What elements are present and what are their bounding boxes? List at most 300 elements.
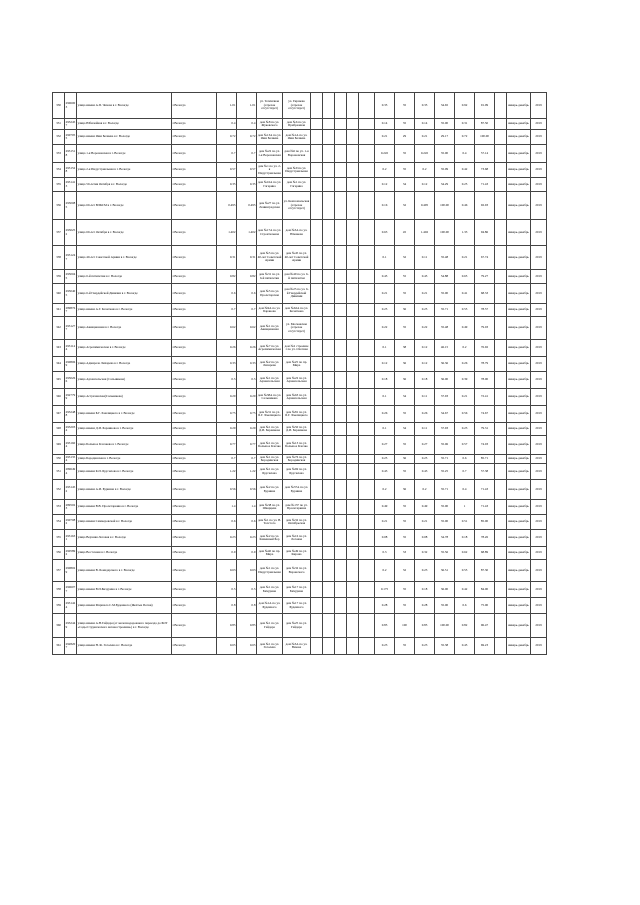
cell-cost — [495, 357, 507, 372]
cell-pct: 32 — [395, 192, 415, 220]
cell-pct: 35 — [395, 515, 415, 530]
cell-e5 — [359, 192, 375, 220]
cell-e4 — [347, 500, 359, 515]
cell-pct: 35 — [395, 119, 415, 130]
cell-area: 0.23 — [415, 638, 435, 655]
cell-cat: 0.21 — [455, 246, 475, 270]
cell-len-total: 0.4 — [217, 119, 237, 130]
cell-e2 — [323, 389, 335, 406]
cell-pct: 35 — [395, 406, 415, 423]
cell-coverage: 35.00 — [435, 119, 455, 130]
cell-width: 0.43 — [375, 464, 395, 480]
cell-e3 — [335, 372, 347, 389]
cell-e1 — [311, 304, 323, 317]
cell-year: 2019 — [531, 547, 547, 560]
cell-cat: 0.31 — [455, 119, 475, 130]
cell-e2 — [323, 270, 335, 284]
cell-area: 0.43 — [415, 464, 435, 480]
cell-year: 2019 — [531, 406, 547, 423]
cell-e4 — [347, 304, 359, 317]
cell-city: г.Вологда — [172, 372, 217, 389]
cell-len-mun: 0.72 — [237, 130, 257, 145]
cell-num: 341 — [53, 304, 65, 317]
cell-coverage: 35.00 — [435, 515, 455, 530]
cell-coverage: 35.25 — [435, 464, 455, 480]
cell-area: 0.28 — [415, 598, 435, 614]
cell-len-mun: 0.6 — [237, 515, 257, 530]
cell-share: 71.43 — [475, 178, 495, 192]
cell-e1 — [311, 406, 323, 423]
cell-len-mun: 0.31 — [237, 246, 257, 270]
cell-e5 — [359, 480, 375, 500]
cell-cost — [495, 530, 507, 547]
cell-period: январь-декабрь — [507, 340, 531, 357]
cell-e5 — [359, 515, 375, 530]
cell-year: 2019 — [531, 582, 547, 598]
cell-len-mun: 0.6 — [237, 284, 257, 304]
cell-coverage: 35.56 — [435, 547, 455, 560]
cell-e4 — [347, 317, 359, 340]
cell-num: 337 — [53, 220, 65, 246]
cell-cat: 0.45 — [455, 638, 475, 655]
cell-e1 — [311, 560, 323, 582]
cell-coverage: 35.48 — [435, 246, 455, 270]
cell-len-mun: 0.5 — [237, 372, 257, 389]
cell-e5 — [359, 246, 375, 270]
cell-to: дом №49 по ул. Кирова — [283, 547, 311, 560]
cell-street: улица имени А.Г. Кочетковa в г. Вологде — [77, 304, 172, 317]
cell-e4 — [347, 560, 359, 582]
cell-code: 2907082 — [65, 515, 77, 530]
cell-num: 360 — [53, 614, 65, 638]
cell-cat: 0.2 — [455, 340, 475, 357]
cell-e3 — [335, 145, 347, 163]
cell-coverage: 36.00 — [435, 582, 455, 598]
cell-from: дом №17А по ул. Строительная — [257, 220, 283, 246]
cell-city: г.Вологда — [172, 145, 217, 163]
cell-coverage: 35.71 — [435, 304, 455, 317]
cell-coverage: 34.67 — [435, 406, 455, 423]
cell-e2 — [323, 284, 335, 304]
cell-street: улица имени Д.И. Бараинова в г. Вологде — [77, 423, 172, 436]
cell-cat: 0.51 — [455, 515, 475, 530]
cell-coverage: 37.93 — [435, 389, 455, 406]
cell-len-total: 0.75 — [217, 406, 237, 423]
table-row — [53, 515, 547, 530]
cell-len-total: 0.26 — [217, 340, 237, 357]
cell-e3 — [335, 389, 347, 406]
cell-share: 74.03 — [475, 436, 495, 455]
cell-from: дом №5 по ул. 40-лет Советской Армии — [257, 246, 283, 270]
cell-share: 78.00 — [475, 372, 495, 389]
cell-area: 0.11 — [415, 423, 435, 436]
cell-e3 — [335, 270, 347, 284]
cell-cat: 0.23 — [455, 423, 475, 436]
cell-e1 — [311, 372, 323, 389]
cell-e4 — [347, 638, 359, 655]
cell-cost — [495, 515, 507, 530]
cell-len-total: 0.7 — [217, 145, 237, 163]
cell-len-total: 1.4 — [217, 500, 237, 515]
cell-code: 2932457 — [65, 119, 77, 130]
cell-street: улица имени Н. Ф. Гоголева в г. Вологде — [77, 638, 172, 655]
cell-e3 — [335, 515, 347, 530]
cell-e2 — [323, 130, 335, 145]
cell-year: 2019 — [531, 614, 547, 638]
cell-e5 — [359, 582, 375, 598]
cell-area: 0.12 — [415, 340, 435, 357]
cell-pct: 35 — [395, 145, 415, 163]
cell-year: 2019 — [531, 598, 547, 614]
table-row — [53, 163, 547, 178]
cell-share: 85.71 — [475, 455, 495, 464]
cell-e4 — [347, 515, 359, 530]
cell-year: 2019 — [531, 340, 547, 357]
cell-e3 — [335, 547, 347, 560]
cell-cost — [495, 145, 507, 163]
cell-share: 78.79 — [475, 357, 495, 372]
cell-num: 349 — [53, 436, 65, 455]
cell-cost — [495, 246, 507, 270]
cell-share: 71.43 — [475, 480, 495, 500]
cell-e3 — [335, 192, 347, 220]
cell-num: 338 — [53, 246, 65, 270]
cell-e4 — [347, 178, 359, 192]
cell-pct: 45 — [395, 220, 415, 246]
cell-width: 0.63 — [375, 220, 395, 246]
cell-e1 — [311, 145, 323, 163]
cell-code: 2930085 — [65, 192, 77, 220]
cell-cost — [495, 406, 507, 423]
cell-year: 2019 — [531, 220, 547, 246]
table-row — [53, 270, 547, 284]
cell-from: дом №7 по ул. Агрохимическая — [257, 340, 283, 357]
cell-to: дом №17 по ул. Бичурина — [283, 582, 311, 598]
cell-area: 0.45 — [415, 270, 435, 284]
cell-width: 0.25 — [375, 455, 395, 464]
cell-len-total: 0.62 — [217, 317, 237, 340]
cell-e5 — [359, 340, 375, 357]
cell-e2 — [323, 455, 335, 464]
cell-cost — [495, 340, 507, 357]
cell-code: 2906077 — [65, 582, 77, 598]
table-row — [53, 423, 547, 436]
cell-from: дом №1 по ул. Индустриальная — [257, 560, 283, 582]
cell-len-mun: 0.7 — [237, 455, 257, 464]
cell-width: 0.23 — [375, 638, 395, 655]
cell-to: дом №17 по ул. Буденного — [283, 598, 311, 614]
cell-area: 0.2 — [415, 480, 435, 500]
cell-period: январь-декабрь — [507, 464, 531, 480]
table-row — [53, 455, 547, 464]
cell-cost — [495, 119, 507, 130]
cell-e4 — [347, 406, 359, 423]
cell-cat: 0.41 — [455, 284, 475, 304]
cell-pct: 36 — [395, 357, 415, 372]
cell-share: 100.00 — [475, 130, 495, 145]
cell-year: 2019 — [531, 389, 547, 406]
cell-pct: 36 — [395, 455, 415, 464]
cell-cat: 0.55 — [455, 304, 475, 317]
cell-to: дом №50 по ул. Д.И. Бараинова — [283, 423, 311, 436]
cell-to: дом №9 по ул. Индустриальная — [283, 163, 311, 178]
cell-to: дом №6 по ул. 1-я Вороновская — [283, 145, 311, 163]
cell-pct: 100 — [395, 614, 415, 638]
cell-e3 — [335, 455, 347, 464]
cell-city: г.Вологда — [172, 119, 217, 130]
cell-width: 0.14 — [375, 119, 395, 130]
cell-len-total: 0.23 — [217, 530, 237, 547]
cell-e3 — [335, 357, 347, 372]
cell-num: 348 — [53, 423, 65, 436]
cell-year: 2019 — [531, 246, 547, 270]
cell-coverage: 34.65 — [435, 93, 455, 119]
cell-e2 — [323, 500, 335, 515]
cell-area: 0.25 — [415, 455, 435, 464]
cell-code: 2928207 — [65, 638, 77, 655]
cell-num: 351 — [53, 464, 65, 480]
cell-street: улица имени Б.Г. Хмелицкого в г. Вологде — [77, 406, 172, 423]
cell-share: 67.74 — [475, 246, 495, 270]
cell-to: дом №81 по ул. Б.Г. Хмелицкого — [283, 406, 311, 423]
roads-table-body — [53, 93, 547, 655]
cell-e4 — [347, 547, 359, 560]
cell-e1 — [311, 220, 323, 246]
cell-cat: 0.49 — [455, 317, 475, 340]
cell-e1 — [311, 515, 323, 530]
cell-from: дом №1 по ул. Гайдара — [257, 614, 283, 638]
cell-share: 85.00 — [475, 515, 495, 530]
cell-e3 — [335, 614, 347, 638]
cell-share: 68.33 — [475, 284, 495, 304]
cell-e1 — [311, 582, 323, 598]
cell-street: улица Бородинская в г. Вологде — [77, 455, 172, 464]
cell-to: дом №45 по ул. 40-лет Советской Армии — [283, 246, 311, 270]
cell-code: 2931452 — [65, 480, 77, 500]
cell-len-total: 0.495 — [217, 192, 237, 220]
cell-e5 — [359, 547, 375, 560]
cell-city: г.Вологда — [172, 436, 217, 455]
cell-cat: 0.7 — [455, 464, 475, 480]
cell-cost — [495, 372, 507, 389]
cell-e2 — [323, 530, 335, 547]
cell-e2 — [323, 192, 335, 220]
cell-cost — [495, 560, 507, 582]
cell-cost — [495, 192, 507, 220]
cell-e5 — [359, 304, 375, 317]
cell-e2 — [323, 178, 335, 192]
cell-num: 336 — [53, 192, 65, 220]
cell-area: 0.27 — [415, 436, 435, 455]
cell-to: дом №32 по ул. Октябрьская — [283, 515, 311, 530]
cell-cost — [495, 436, 507, 455]
cell-len-mun: 0.9 — [237, 547, 257, 560]
cell-city: г.Вологда — [172, 464, 217, 480]
cell-cat: 0.82 — [455, 614, 475, 638]
cell-period: январь-декабрь — [507, 284, 531, 304]
cell-period: январь-декабрь — [507, 515, 531, 530]
cell-e3 — [335, 480, 347, 500]
cell-cat: 0.42 — [455, 582, 475, 598]
cell-cost — [495, 464, 507, 480]
cell-city: г.Вологда — [172, 130, 217, 145]
table-row — [53, 547, 547, 560]
cell-area: 1.402 — [415, 220, 435, 246]
cell-share: 69.23 — [475, 638, 495, 655]
cell-e2 — [323, 515, 335, 530]
cell-street: улица Восточная в г. Вологде — [77, 547, 172, 560]
cell-share: 78.57 — [475, 304, 495, 317]
cell-code: 2907055 — [65, 130, 77, 145]
cell-to: дом №13 по ул. Большое Клочко — [283, 436, 311, 455]
cell-e2 — [323, 547, 335, 560]
cell-from: дом №1 по ул. Архангельская — [257, 372, 283, 389]
cell-e4 — [347, 340, 359, 357]
cell-e2 — [323, 340, 335, 357]
table-row — [53, 192, 547, 220]
cell-share: 75.00 — [475, 598, 495, 614]
cell-e4 — [347, 357, 359, 372]
cell-coverage: 34.78 — [435, 530, 455, 547]
cell-e2 — [323, 423, 335, 436]
cell-period: январь-декабрь — [507, 614, 531, 638]
table-row — [53, 284, 547, 304]
cell-pct: 35 — [395, 436, 415, 455]
table-row — [53, 582, 547, 598]
cell-len-mun: 1.402 — [237, 220, 257, 246]
cell-width: 0.21 — [375, 130, 395, 145]
cell-len-mun: 0.29 — [237, 389, 257, 406]
cell-e1 — [311, 163, 323, 178]
cell-len-total: 0.6 — [217, 515, 237, 530]
cell-pct: 55 — [395, 270, 415, 284]
cell-to: дом №2 строение 1 по ул. Охотная — [283, 340, 311, 357]
cell-share: 71.43 — [475, 500, 495, 515]
cell-to: дом №22 по ул. Архангельская — [283, 372, 311, 389]
cell-e1 — [311, 500, 323, 515]
table-row — [53, 614, 547, 638]
cell-to: дом №32 по ул. Воронского — [283, 560, 311, 582]
cell-cost — [495, 317, 507, 340]
cell-to: дом №25 по ул. 6-й Гвардейской Дивизии — [283, 284, 311, 304]
cell-num: 334 — [53, 163, 65, 178]
cell-cat: 0.21 — [455, 389, 475, 406]
cell-e1 — [311, 455, 323, 464]
cell-len-total: 1.22 — [217, 464, 237, 480]
cell-from: дом №1 по ул. Бичурина — [257, 582, 283, 598]
cell-e5 — [359, 372, 375, 389]
cell-period: январь-декабрь — [507, 406, 531, 423]
cell-to: дом №137 по ул. Пролетаркина — [283, 500, 311, 515]
cell-pct: 38 — [395, 340, 415, 357]
cell-year: 2019 — [531, 530, 547, 547]
cell-e3 — [335, 119, 347, 130]
table-row — [53, 530, 547, 547]
cell-pct: 34 — [395, 423, 415, 436]
cell-period: январь-декабрь — [507, 130, 531, 145]
cell-coverage: 35.00 — [435, 500, 455, 515]
cell-area: 0.25 — [415, 304, 435, 317]
cell-city: г.Вологда — [172, 638, 217, 655]
cell-share: 87.30 — [475, 560, 495, 582]
cell-cat: 0.62 — [455, 547, 475, 560]
cell-street: улица 40-лет Советской Армии в г. Вологде — [77, 246, 172, 270]
cell-len-total: 1.402 — [217, 220, 237, 246]
cell-code: 2931247 — [65, 246, 77, 270]
cell-street: улица 6-й пятилетки в г. Вологде — [77, 270, 172, 284]
cell-year: 2019 — [531, 119, 547, 130]
cell-e4 — [347, 614, 359, 638]
cell-e2 — [323, 598, 335, 614]
cell-num: 346 — [53, 389, 65, 406]
cell-year: 2019 — [531, 192, 547, 220]
cell-city: г.Вологда — [172, 614, 217, 638]
cell-share: 79.03 — [475, 317, 495, 340]
cell-len-total: 0.29 — [217, 389, 237, 406]
cell-e5 — [359, 119, 375, 130]
cell-period: январь-декабрь — [507, 145, 531, 163]
cell-share: 87.50 — [475, 119, 495, 130]
cell-e5 — [359, 220, 375, 246]
cell-e1 — [311, 246, 323, 270]
cell-street: улица Астраханская(Сальникова) — [77, 389, 172, 406]
cell-pct: 35 — [395, 317, 415, 340]
cell-len-mun: 0.56 — [237, 480, 257, 500]
cell-len-total: 0.29 — [217, 423, 237, 436]
cell-e2 — [323, 93, 335, 119]
cell-from: дом №2 по ул. Каменный Бор — [257, 530, 283, 547]
cell-e4 — [347, 284, 359, 304]
cell-city: г.Вологда — [172, 406, 217, 423]
cell-cat: 0.25 — [455, 178, 475, 192]
cell-to: дом №76 по ул. Бородинская — [283, 455, 311, 464]
cell-pct: 34 — [395, 389, 415, 406]
cell-e4 — [347, 455, 359, 464]
cell-len-mun: 0.495 — [237, 192, 257, 220]
cell-cat: 0.55 — [455, 560, 475, 582]
cell-len-total: 0.82 — [217, 270, 237, 284]
cell-num: 343 — [53, 340, 65, 357]
cell-cost — [495, 598, 507, 614]
cell-year: 2019 — [531, 480, 547, 500]
cell-pct: 35 — [395, 284, 415, 304]
cell-coverage: 35.00 — [435, 598, 455, 614]
cell-e2 — [323, 638, 335, 655]
cell-area: 0.495 — [415, 192, 435, 220]
cell-len-total: 0.33 — [217, 357, 237, 372]
table-row — [53, 480, 547, 500]
cell-coverage: 35.00 — [435, 284, 455, 304]
cell-street: улица Архангельская (Сальникова) — [77, 372, 172, 389]
cell-coverage: 46.15 — [435, 340, 455, 357]
cell-code: 2931413 — [65, 178, 77, 192]
cell-num: 333 — [53, 145, 65, 163]
cell-pct: 32 — [395, 246, 415, 270]
cell-width: 0.21 — [375, 284, 395, 304]
cell-from: дом №1 по ул. 2-я Индустриальная — [257, 163, 283, 178]
cell-period: январь-декабрь — [507, 304, 531, 317]
cell-city: г.Вологда — [172, 515, 217, 530]
table-row — [53, 220, 547, 246]
table-row — [53, 560, 547, 582]
cell-city: г.Вологда — [172, 284, 217, 304]
cell-area: 0.2 — [415, 163, 435, 178]
cell-e3 — [335, 530, 347, 547]
cell-cost — [495, 130, 507, 145]
cell-e2 — [323, 406, 335, 423]
cell-len-mun: 0.26 — [237, 340, 257, 357]
cell-e1 — [311, 93, 323, 119]
